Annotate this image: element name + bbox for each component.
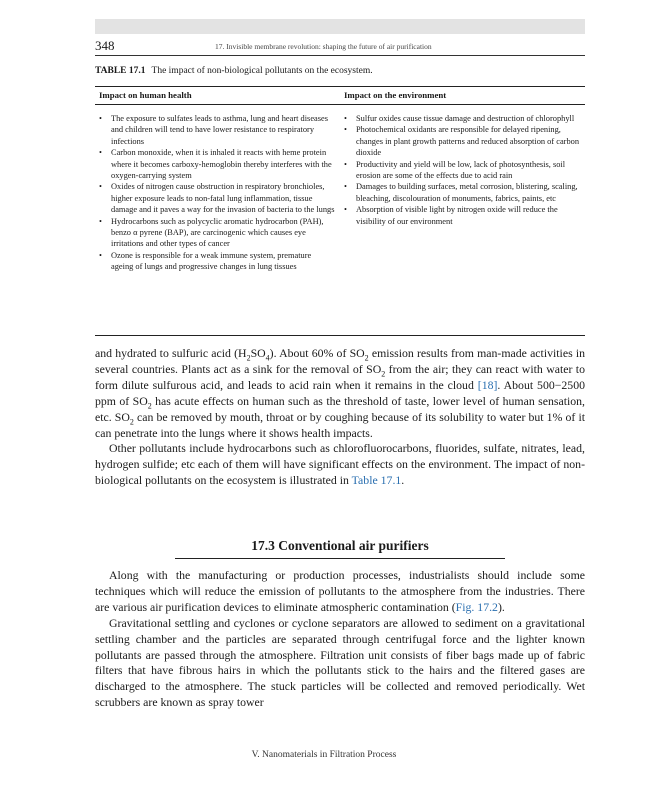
table-caption-text: The impact of non-biological pollutants on the ecosystem. (151, 66, 373, 76)
running-title: 17. Invisible membrane revolution: shaping the future of air purification (215, 42, 432, 51)
page-number: 348 (95, 38, 115, 53)
list-item: • Photochemical oxidants are responsible for delayed ripening, changes in plant growth patterns and reduced absorption of carbon dioxide (344, 124, 580, 158)
page-footer: V. Nanomaterials in Filtration Process (251, 750, 397, 760)
citation-link[interactable]: [18] (477, 377, 498, 392)
paragraph-gravitational-settling: Gravitational settling and cyclones or cyclone separators are allowed to sediment on a gravitational settling chamber and the particles are separated through centrifugal force and the lighter known pollutants are passed through the atmosphere. Filtration unit consists of fiber bags made up of fabric filters that have fibrous hairs in which the pollutants stick to the hairs and the filtered gases are discharged to the atmosphere. The stuck particles will be collected and removed periodically. Wet scrubbers are known as spray tower (95, 615, 585, 710)
table-header-row (95, 86, 585, 105)
body-upper (95, 346, 585, 489)
paragraph-so2: and hydrated to sulfuric acid $(H_2SO_4)$. About 60% of $SO_2$ emission results from man-made activities in several countries. Plants act as a sink for the removal of $SO_2$ from the air; they can react with water to form dilute sulfurous acid, and leads to acid rain when it remains in the cloud [18]. About 500−2500 ppm of $SO_2$ has acute effects on human such as the threshold of taste, lower level of human sensation, etc. $SO_2$ can be removed by mouth, throat or by coughing because of its solubility to water but 1% of it can penetrate into the lungs where it shows health impacts. (95, 346, 586, 440)
col-header-environment: Impact on the environment (344, 90, 447, 100)
list-item: • Sulfur oxides cause tissue damage and destruction of chlorophyll (344, 113, 580, 124)
list-item: • Oxides of nitrogen cause obstruction in respiratory bronchioles, higher exposure leads to non-fatal lung inflammation, tissue damage and it paves a way for the invasion of bacteria to the lungs (99, 181, 335, 215)
table-body (95, 105, 585, 336)
pollutants-table (95, 86, 585, 336)
table-reference-link[interactable]: Table 17.1 (351, 473, 402, 488)
figure-reference-link[interactable]: Fig. 17.2 (455, 599, 498, 614)
list-item: • Productivity and yield will be low, lack of photosynthesis, soil erosion are some of the effects due to acid rain (344, 159, 580, 182)
paragraph-other-pollutants: Other pollutants include hydrocarbons such as chlorofluorocarbons, fluorides, sulfate, nitrates, lead, hydrogen sulfide; etc each of them will have significant effects on the environment. The impact of non-biological pollutants on the ecosystem is illustrated in Table 17.1. (95, 441, 585, 488)
section-heading: 17.3 Conventional air purifiers (175, 538, 505, 559)
human-health-column (99, 113, 335, 273)
environment-column (344, 113, 580, 227)
list-item: • Ozone is responsible for a weak immune system, premature ageing of lungs and progressive changes in lung tissues (99, 250, 335, 273)
table-label: TABLE 17.1 (95, 66, 146, 76)
body-lower (95, 568, 585, 711)
top-margin-bar (95, 19, 585, 34)
list-item: • Carbon monoxide, when it is inhaled it reacts with heme protein where it becomes carboxy-hemoglobin thereby interferes with the oxygen-carrying system (99, 147, 335, 181)
paragraph-air-purification: Along with the manufacturing or production processes, industrialists should include some techniques which will reduce the emission of pollutants to the atmosphere from the industries. There are various air purification devices to eliminate atmospheric contamination (Fig. 17.2). (95, 568, 585, 614)
list-item: • Hydrocarbons such as polycyclic aromatic hydrocarbon (PAH), benzo α pyrene (BAP), are carcinogenic which causes eye irritations and other types of cancer (99, 216, 335, 250)
list-item: • Damages to building surfaces, metal corrosion, blistering, scaling, bleaching, discolouration of monuments, fabrics, paints, etc (344, 181, 580, 204)
list-item: • The exposure to sulfates leads to asthma, lung and heart diseases and children will tend to have lower resistance to respiratory infections (99, 113, 335, 147)
col-header-human-health: Impact on human health (99, 90, 192, 100)
page-header (95, 37, 585, 56)
list-item: • Absorption of visible light by nitrogen oxide will reduce the visibility of our environment (344, 204, 580, 227)
table-caption (95, 66, 373, 76)
